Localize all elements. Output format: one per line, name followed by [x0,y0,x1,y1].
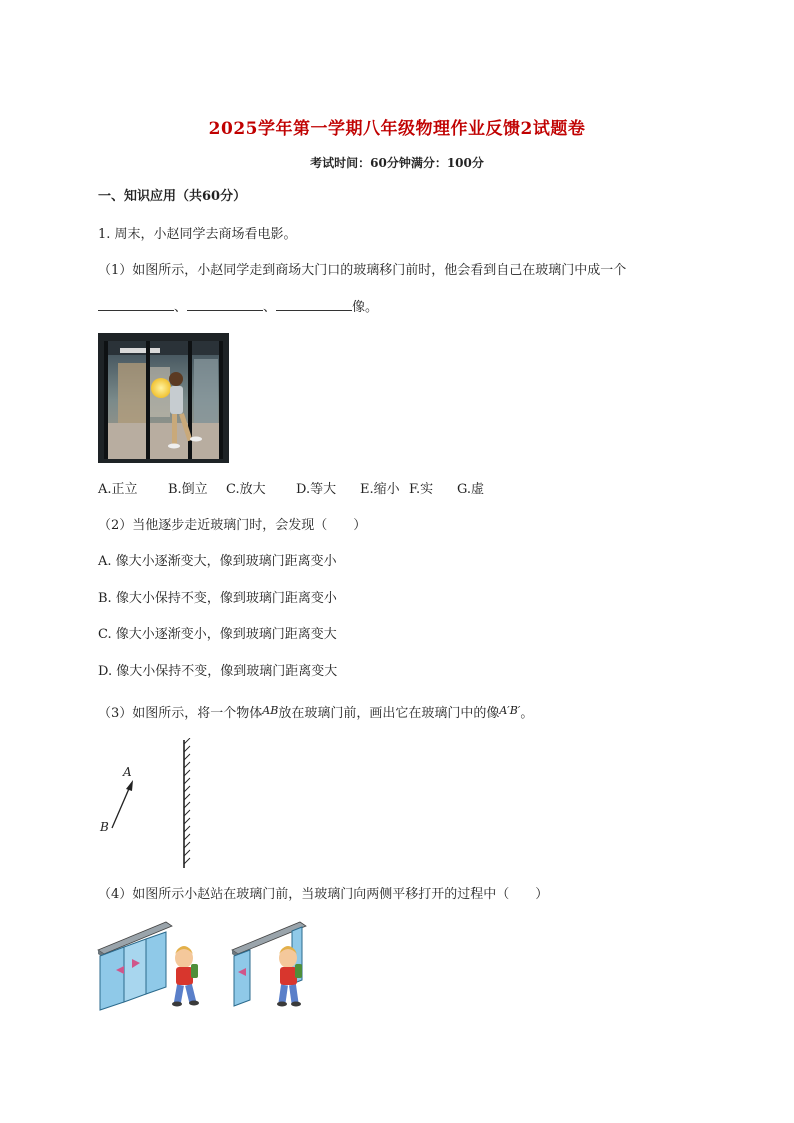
object-arrowhead [126,780,133,791]
question-1-part-1-options [98,481,497,499]
option-d[interactable]: D.等大 [296,482,337,497]
mirror-diagram [96,738,196,872]
question-1-stem: 1. 周末，小赵同学去商场看电影。 [98,227,297,242]
object-label-ab: AB [262,704,279,717]
answer-blank[interactable] [98,298,174,311]
option-b[interactable]: B.倒立 [168,482,208,497]
sliding-door-closed-illustration [96,918,208,1012]
option-e[interactable]: E.缩小 [360,482,400,497]
question-1-part-1-text: （1）如图所示，小赵同学走到商场大门口的玻璃移门前时，他会看到自己在玻璃门中成一个 [98,263,627,278]
question-1-part-1-blanks: 、 、 像。 [98,298,378,317]
question-1-part-2-text: （2）当他逐步走近玻璃门时，会发现（ ） [98,518,367,533]
exam-info: 考试时间：60分钟满分：100分 [310,156,484,170]
question-1-part-3-text: （3）如图所示，将一个物体$^{AB}$放在玻璃门前，画出它在玻璃门中的像$^{A'B'}$。 [98,704,534,721]
point-a-label: A [123,765,132,779]
option-g[interactable]: G.虚 [457,482,485,497]
glass-door-photo [98,333,229,463]
mirror-hatching [184,738,190,864]
section-heading: 一、知识应用（共60分） [98,189,247,204]
option-a[interactable]: A.正立 [98,482,138,497]
question-1-part-2-option-d[interactable]: D. 像大小保持不变，像到玻璃门距离变大 [98,664,338,679]
question-1-part-4-text: （4）如图所示小赵站在玻璃门前，当玻璃门向两侧平移打开的过程中（ ） [98,887,549,902]
point-b-label: B [100,820,109,834]
option-c[interactable]: C.放大 [226,482,266,497]
answer-blank[interactable] [276,298,352,311]
page-title: 2025学年第一学期八年级物理作业反馈2试题卷 [208,119,586,139]
object-arrow [112,784,131,828]
answer-blank[interactable] [187,298,263,311]
question-1-part-2-option-b[interactable]: B. 像大小保持不变，像到玻璃门距离变小 [98,591,337,606]
option-f[interactable]: F.实 [409,482,434,497]
image-label-ab-prime: A′B′ [499,704,521,717]
sliding-door-opening-illustration [230,918,312,1012]
question-1-part-2-option-c[interactable]: C. 像大小逐渐变小，像到玻璃门距离变大 [98,627,337,642]
question-1-part-2-option-a[interactable]: A. 像大小逐渐变大，像到玻璃门距离变小 [98,554,337,569]
